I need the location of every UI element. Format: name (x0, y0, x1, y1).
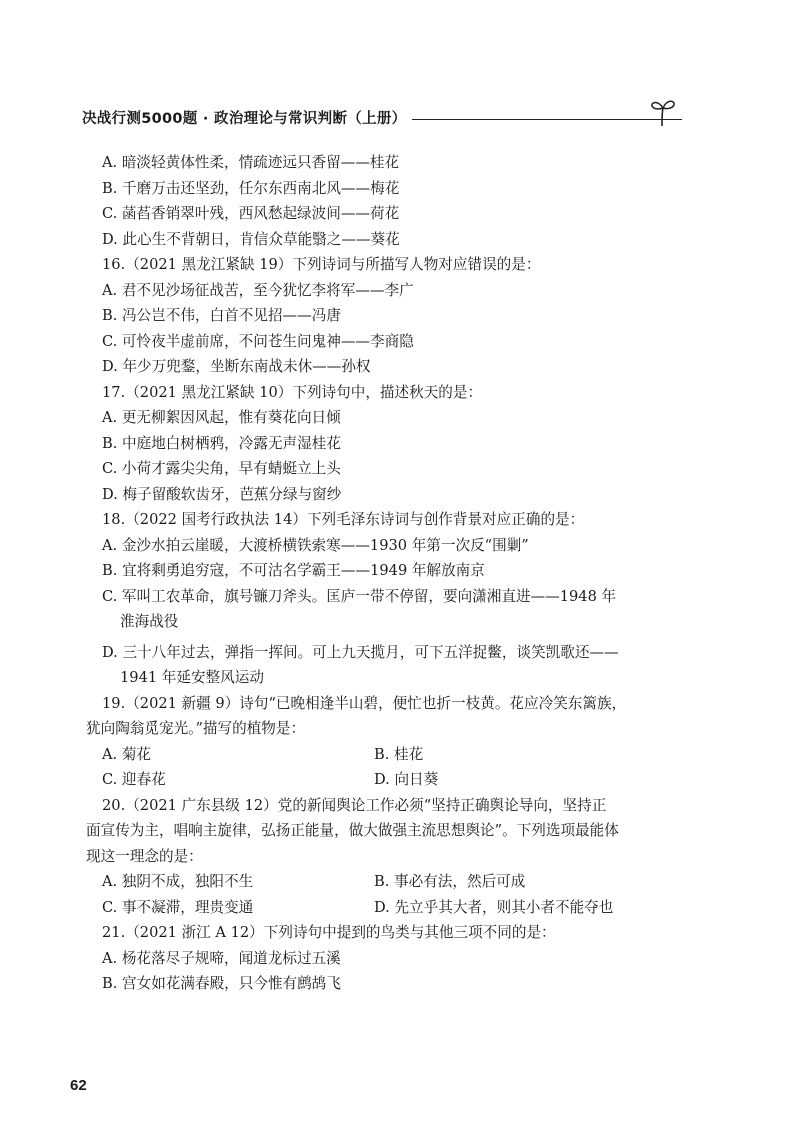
option-b: B. 事必有法，然后可成 (374, 873, 526, 890)
question-stem: 19.（2021 新疆 9）诗句“已晚相逢半山碧，便忙也折一枝黄。花应冷笑东篱族， (102, 694, 627, 712)
page-number: 62 (70, 1077, 87, 1094)
option-line: A. 更无柳絮因风起，惟有葵花向日倾 (102, 409, 341, 426)
question-stem-continuation: 犹向陶翁觅宠光。”描写的植物是： (86, 720, 306, 737)
header-title: 决战行测5000题 · 政治理论与常识判断（上册） (82, 110, 407, 127)
option-b: B. 桂花 (374, 745, 424, 763)
option-line: D. 此心生不背朝日，肯信众草能翳之——葵花 (102, 230, 400, 248)
option-line: C. 菡萏香销翠叶残，西风愁起绿波间——荷花 (102, 205, 400, 222)
option-d: D. 先立乎其大者，则其小者不能夺也 (374, 898, 614, 916)
option-line: B. 中庭地白树栖鸦，冷露无声湿桂花 (102, 434, 341, 452)
option-line: B. 宜将剩勇追穷寇，不可沽名学霸王——1949 年解放南京 (102, 562, 485, 579)
option-c: C. 迎春花 (102, 771, 166, 788)
question-stem-continuation: 面宣传为主，唱响主旋律，弘扬正能量，做大做强主流思想舆论”。下列选项最能体 (86, 822, 619, 839)
option-line: B. 千磨万击还坚劲，任尔东西南北风——梅花 (102, 179, 400, 197)
question-stem: 21.（2021 浙江 A 12）下列诗句中提到的鸟类与其他三项不同的是： (102, 924, 556, 941)
option-row (86, 742, 686, 768)
option-a: A. 独阴不成，独阳不生 (102, 873, 254, 890)
option-c: C. 事不凝滞，理贵变通 (102, 898, 254, 916)
option-a: A. 菊花 (102, 745, 152, 763)
question-content (86, 150, 686, 997)
option-row (86, 767, 686, 793)
option-line: C. 可怜夜半虚前席，不问苍生问鬼神——李商隐 (102, 332, 414, 350)
header-rule (412, 119, 682, 120)
question-stem: 20.（2021 广东县级 12）党的新闻舆论工作必须“坚持正确舆论导向，坚持正 (102, 796, 607, 814)
option-line: B. 宫女如花满春殿，只今惟有鹧鸪飞 (102, 975, 341, 992)
option-d: D. 向日葵 (374, 771, 439, 788)
option-line: A. 君不见沙场征战苦，至今犹忆李将军——李广 (102, 281, 414, 299)
option-line: A. 金沙水拍云崖暖，大渡桥横铁索寒——1930 年第一次反“围剿” (102, 536, 529, 554)
option-line: C. 军叫工农革命，旗号镰刀斧头。匡庐一带不停留，要向潇湘直进——1948 年 (102, 587, 617, 605)
option-continuation: 1941 年延安整风运动 (120, 669, 264, 686)
running-header (82, 104, 682, 130)
sprout-icon (648, 96, 678, 130)
option-line: D. 梅子留酸软齿牙，芭蕉分绿与窗纱 (102, 485, 342, 503)
option-line: D. 三十八年过去，弹指一挥间。可上九天揽月，可下五洋捉鳖，谈笑凯歌还—— (102, 643, 619, 661)
option-line: A. 杨花落尽子规啼，闻道龙标过五溪 (102, 949, 341, 967)
option-line: B. 冯公岂不伟，白首不见招——冯唐 (102, 307, 341, 324)
option-line: A. 暗淡轻黄体性柔，情疏迹远只香留——桂花 (102, 154, 400, 171)
option-row (86, 869, 686, 895)
question-stem: 16.（2021 黑龙江紧缺 19）下列诗词与所描写人物对应错误的是： (102, 256, 541, 273)
option-row (86, 895, 686, 921)
question-stem-continuation: 现这一理念的是： (86, 847, 203, 865)
question-stem: 17.（2021 黑龙江紧缺 10）下列诗句中，描述秋天的是： (102, 383, 483, 401)
option-continuation: 淮海战役 (120, 613, 179, 630)
question-stem: 18.（2022 国考行政执法 14）下列毛泽东诗词与创作背景对应正确的是： (102, 511, 585, 528)
option-line: D. 年少万兜鍪，坐断东南战未休——孙权 (102, 358, 371, 375)
option-line: C. 小荷才露尖尖角，早有蜻蜓立上头 (102, 460, 341, 477)
